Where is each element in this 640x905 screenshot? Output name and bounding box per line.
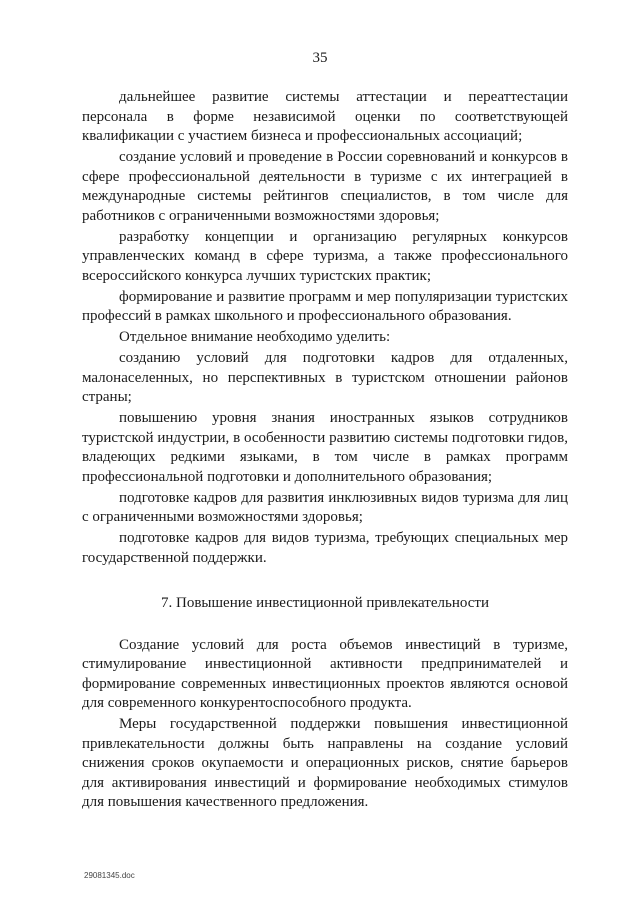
paragraph: Меры государственной поддержки повышения инвестиционной привлекательности должны быть направлены на создание условий снижения сроков окупаемости и операционных рисков, снятие барьеров для активирования инвестиций и формирование необходимых стимулов для повышения качественного предложения. — [82, 716, 568, 810]
document-body — [82, 88, 568, 814]
paragraph: разработку концепции и организацию регулярных конкурсов управленческих команд в сфере туризма, а также профессионального всероссийского конкурса лучших туристских практик; — [82, 228, 568, 284]
paragraph: создание условий и проведение в России соревнований и конкурсов в сфере профессиональной деятельности в туризме с их интеграцией в международные системы рейтингов специалистов, в том числе для работников с ограниченными возможностями здоровья; — [82, 149, 568, 224]
section-heading: 7. Повышение инвестиционной привлекательности — [161, 595, 489, 611]
document-file-code: 29081345.doc — [84, 871, 135, 880]
paragraph: созданию условий для подготовки кадров для отдаленных, малонаселенных, но перспективных в туристском отношении районов страны; — [82, 350, 568, 405]
paragraph: Отдельное внимание необходимо уделить: — [119, 329, 391, 345]
paragraph: повышению уровня знания иностранных языков сотрудников туристской индустрии, в особенности развитию системы подготовки гидов, владеющих редкими языками, в том числе в рамках программ профессиональной подготовки и дополнительного образования; — [82, 410, 568, 485]
paragraph: Создание условий для роста объемов инвестиций в туризме, стимулирование инвестиционной активности предпринимателей и формирование современных инвестиционных проектов являются основой для современного конкурентоспособного продукта. — [82, 636, 568, 711]
paragraph: подготовке кадров для видов туризма, требующих специальных мер государственной поддержки. — [82, 530, 568, 566]
section-7-body — [82, 636, 568, 813]
paragraph: формирование и развитие программ и мер популяризации туристских профессий в рамках школьного и профессионального образования. — [82, 288, 568, 324]
section-1-list — [82, 88, 568, 568]
paragraph: подготовке кадров для развития инклюзивных видов туризма для лиц с ограниченными возможностями здоровья; — [82, 489, 568, 525]
page-number: 35 — [312, 50, 328, 66]
paragraph: дальнейшее развитие системы аттестации и переаттестации персонала в форме независимой оценки по соответствующей квалификации с участием бизнеса и профессиональных ассоциаций; — [82, 89, 568, 144]
